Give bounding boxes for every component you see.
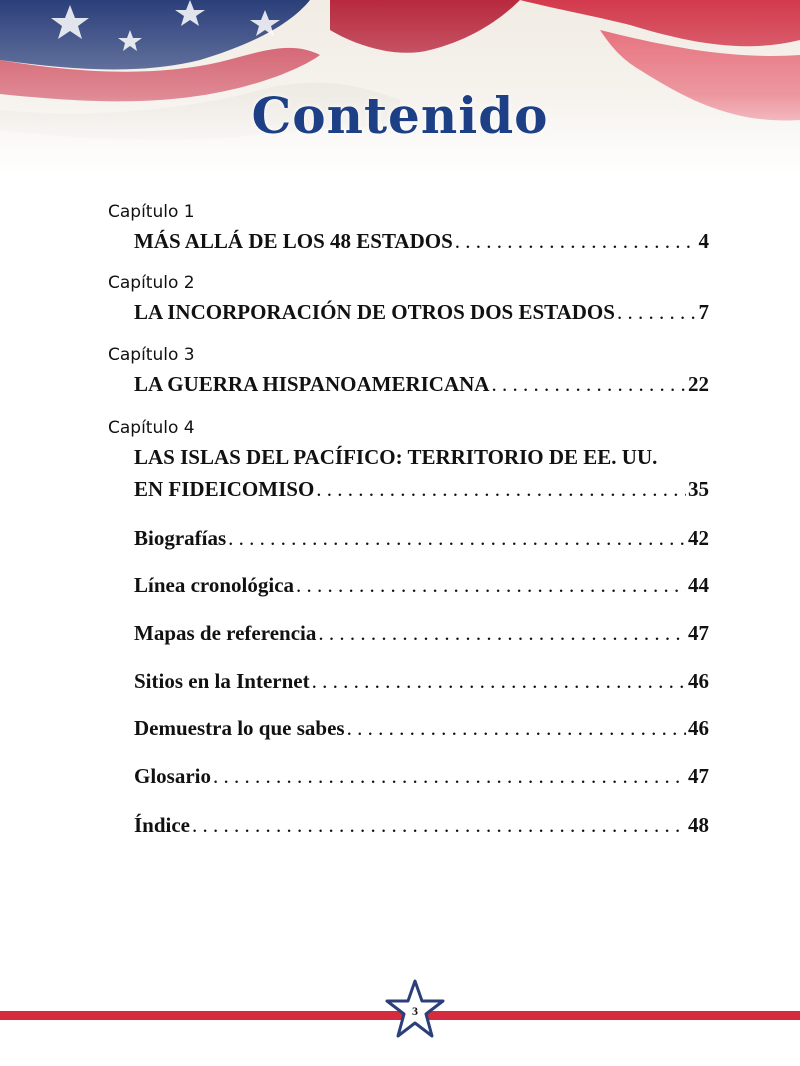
chapter-4-label: Capítulo 4 [108, 418, 195, 438]
leader-dots [213, 764, 686, 789]
chapter-4-title-line1: LAS ISLAS DEL PACÍFICO: TERRITORIO DE EE. UU. [134, 445, 658, 469]
chapter-2-page: 7 [698, 300, 709, 324]
leader-dots [347, 716, 686, 741]
section-title: Índice [134, 813, 191, 837]
section-page: 42 [688, 526, 709, 550]
chapter-2-title: LA INCORPORACIÓN DE OTROS DOS ESTADOS [134, 300, 615, 324]
section-title: Glosario [134, 764, 211, 788]
section-page: 48 [688, 813, 709, 837]
page-number: 3 [412, 1004, 418, 1018]
section-page: 46 [688, 669, 709, 693]
section-entry-glosario [134, 764, 709, 789]
section-title: Línea cronológica [134, 573, 295, 597]
leader-dots [228, 526, 686, 551]
section-entry-mapas [134, 621, 709, 646]
section-title: Demuestra lo que sabes [134, 716, 345, 740]
chapter-4-page: 35 [688, 477, 709, 501]
leader-dots [316, 477, 686, 502]
section-page: 47 [688, 764, 709, 788]
leader-dots [296, 573, 686, 598]
chapter-2-entry [134, 300, 709, 325]
section-title: Biografías [134, 526, 227, 550]
chapter-4-title-line2: EN FIDEICOMISO [134, 477, 315, 501]
section-title: Mapas de referencia [134, 621, 317, 645]
section-entry-indice [134, 813, 709, 838]
section-entry-sitios [134, 669, 709, 694]
chapter-3-page: 22 [688, 372, 709, 396]
section-entry-demuestra [134, 716, 709, 741]
chapter-3-entry [134, 372, 709, 397]
section-page: 46 [688, 716, 709, 740]
section-entry-biografias [134, 526, 709, 551]
chapter-3-title: LA GUERRA HISPANOAMERICANA [134, 372, 490, 396]
chapter-1-entry [134, 229, 709, 254]
section-page: 44 [688, 573, 709, 597]
section-page: 47 [688, 621, 709, 645]
leader-dots [617, 300, 697, 325]
chapter-1-page: 4 [698, 229, 709, 253]
leader-dots [312, 669, 686, 694]
chapter-1-title: MÁS ALLÁ DE LOS 48 ESTADOS [134, 229, 453, 253]
leader-dots [318, 621, 686, 646]
leader-dots [455, 229, 697, 254]
page-title: Contenido [251, 86, 549, 145]
chapter-4-entry [134, 477, 709, 502]
section-entry-linea-cronologica [134, 573, 709, 598]
chapter-3-label: Capítulo 3 [108, 345, 195, 365]
chapter-1-label: Capítulo 1 [108, 202, 195, 222]
leader-dots [491, 372, 686, 397]
chapter-2-label: Capítulo 2 [108, 273, 195, 293]
section-title: Sitios en la Internet [134, 669, 310, 693]
leader-dots [192, 813, 686, 838]
